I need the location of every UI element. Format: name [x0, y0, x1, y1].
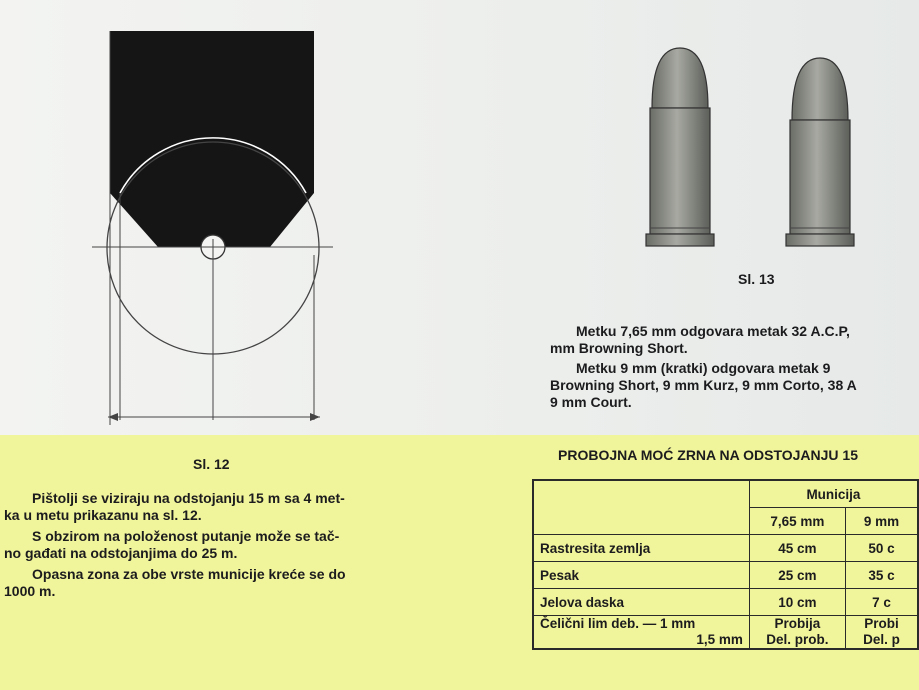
figure-12-caption: Sl. 12	[193, 456, 230, 472]
steel-label-line2: 1,5 mm	[696, 632, 743, 647]
row-value-9: 35 c	[845, 562, 918, 589]
row-value-7-65: 10 cm	[749, 589, 845, 616]
dimension-arrow-right	[310, 413, 320, 421]
cartridge-para2-line2: Browning Short, 9 mm Kurz, 9 mm Corto, 38 A	[550, 377, 857, 393]
sighting-text	[4, 490, 346, 600]
target-black-area	[110, 31, 314, 247]
steel-v2-line1: Probi	[864, 616, 899, 631]
steel-v1-line1: Probija	[774, 616, 821, 631]
cartridge-9mm	[786, 58, 854, 246]
col-7-65mm-header: 7,65 mm	[749, 508, 845, 535]
table-row	[533, 562, 918, 589]
steel-label	[533, 616, 749, 650]
table-header-row	[533, 480, 918, 508]
sighting-p3-line2: 1000 m.	[4, 583, 56, 599]
row-label: Rastresita zemlja	[533, 535, 749, 562]
target-diagram	[80, 25, 340, 435]
row-label: Pesak	[533, 562, 749, 589]
row-value-7-65: 25 cm	[749, 562, 845, 589]
steel-v1-line2: Del. prob.	[766, 632, 829, 647]
row-value-9: 7 c	[845, 589, 918, 616]
cartridge-para1-line2: mm Browning Short.	[550, 340, 688, 356]
table-row	[533, 535, 918, 562]
cartridge-para2-line1: Metku 9 mm (kratki) odgovara metak 9	[576, 360, 831, 376]
sighting-p3-line1: Opasna zona za obe vrste municije kreće se do	[32, 566, 346, 582]
table-title: PROBOJNA MOĆ ZRNA NA ODSTOJANJU 15	[558, 447, 859, 463]
table-row-steel	[533, 616, 918, 650]
sighting-p1-line2: ka u metu prikazanu na sl. 12.	[4, 507, 202, 523]
steel-value-7-65	[749, 616, 845, 650]
cartridge-para1-line1: Metku 7,65 mm odgovara metak 32 A.C.P,	[576, 323, 850, 339]
cartridge-text	[550, 323, 857, 411]
steel-value-9	[845, 616, 918, 650]
col-9mm-header: 9 mm	[845, 508, 918, 535]
table-row	[533, 589, 918, 616]
sighting-p2-line2: no gađati na odstojanjima do 25 m.	[4, 545, 238, 561]
row-value-7-65: 45 cm	[749, 535, 845, 562]
header-empty-cell	[533, 480, 749, 535]
cartridge-7-65mm	[646, 48, 714, 246]
sighting-p1-line1: Pištolji se viziraju na odstojanju 15 m sa 4 met-	[32, 490, 345, 506]
steel-label-line1: Čelični lim deb. — 1 mm	[540, 616, 696, 631]
row-label: Jelova daska	[533, 589, 749, 616]
figure-13-caption: Sl. 13	[738, 271, 775, 287]
ammo-group-header: Municija	[749, 480, 918, 508]
cartridge-illustration	[630, 40, 919, 255]
sighting-p2-line1: S obzirom na položenost putanje može se tač-	[32, 528, 340, 544]
penetration-table	[532, 479, 919, 650]
steel-v2-line2: Del. p	[863, 632, 900, 647]
row-value-9: 50 c	[845, 535, 918, 562]
cartridge-para2-line3: 9 mm Court.	[550, 394, 632, 410]
